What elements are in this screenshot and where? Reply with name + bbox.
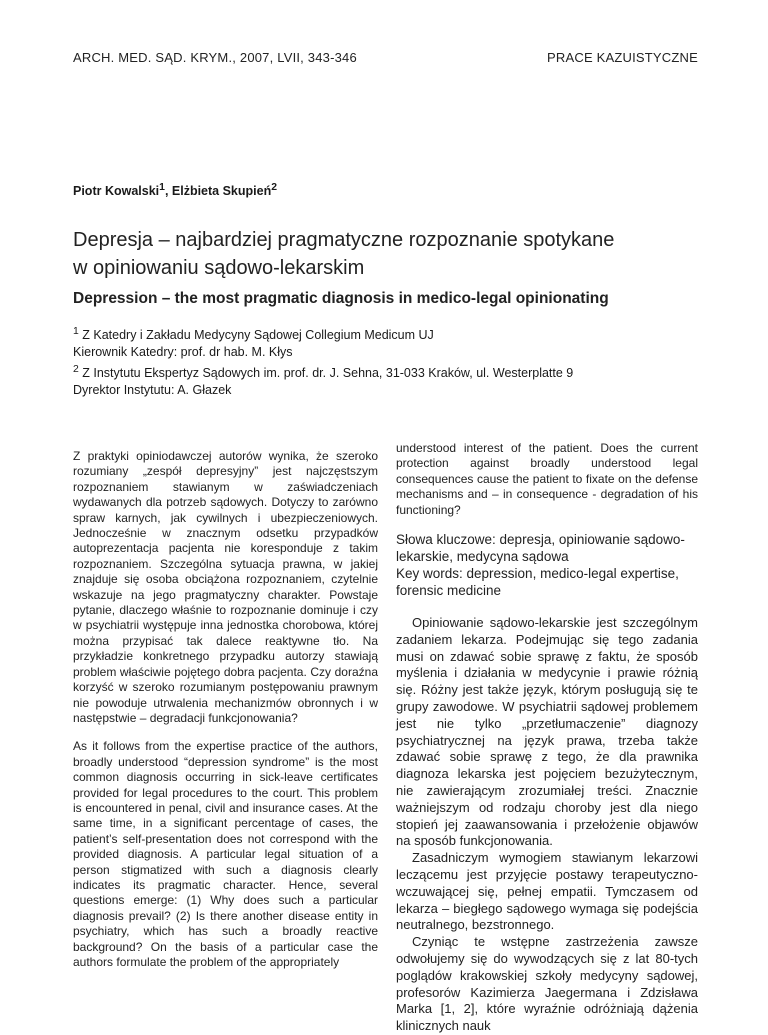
title-polish-line: Depresja – najbardziej pragmatyczne rozpoznanie spotykane [73,229,615,251]
author-affiliation-mark: 2 [271,182,278,193]
keywords [396,531,698,599]
title-polish [73,226,713,282]
abstract-polish: Z praktyki opiniodawczej autorów wynika, że szeroko rozumiany „zespół depresyjny” jest najczęstszym rozpoznaniem stawianym w zaświadczeniach wydawanych dla potrzeb sądowych. Dotyczy to zarówno spraw karnych, jak cywilnych i ubezpieczeniowych. Jednocześnie w znacznym odsetku przypadków autoprezentacja pacjenta nie koresponduje z takim rozpoznaniem. Szczególna sytuacja prawna, w jakiej znajduje się osoba obciążona rozpoznaniem, czytelnie wskazuje na jego pragmatyczny charakter. Powstaje pytanie, dlaczego właśnie to rozpoznanie dominuje i czy w psychiatrii występuje inna jednostka chorobowa, której można przypisać tak dalece reaktywne tło. Na przykładzie konkretnego przypadku autorzy stawiają problem właściwie pojętego dobra pacjenta. Czy doraźna korzyść w szeroko rozumianym postępowaniu prawnym nie powoduje utrwalenia mechanizmów obronnych i w następstwie – degradacji funkcjonowania? [73,449,378,725]
author-separator: , [164,184,172,199]
author-affiliation-mark: 1 [159,182,165,193]
title-polish-line: w opiniowaniu sądowo-lekarskim [73,257,365,279]
abstract-english-continued: understood interest of the patient. Does the current protection against broadly understood legal consequences cause the patient to fixate on the defense mechanisms and – in consequence - degradation of his functioning? [396,441,698,517]
authors-line [73,182,277,198]
body-paragraph: Zasadniczym wymogiem stawianym lekarzowi leczącemu jest przyjęcie postawy terapeutyczno-wczuwającej się, pełnej empatii. Tymczasem od lekarza – biegłego sądowego wymaga się podejścia neutralnego, bezstronnego. [396,850,698,933]
right-column [396,441,698,1035]
affiliations [73,323,713,399]
abstract-english: As it follows from the expertise practice of the authors, broadly understood “depression syndrome” is the most common diagnosis occurring in sick-leave certificates provided for legal procedures to the court. This problem is encountered in penal, civil and insurance cases. At the same time, in a significant percentage of cases, the patient’s self-presentation does not correspond with the provided diagnosis. A particular legal situation of a person stigmatized with such a diagnosis clearly indicates its pragmatic character. Hence, several questions emerge: (1) Why does such a particular diagnosis prevail? (2) Is there another disease entity in psychiatry, which has such a broadly reactive background? On the basis of a particular case the authors formulate the problem of the appropriately [73,739,378,969]
keywords-english: Key words: depression, medico-legal expertise, forensic medicine [396,566,679,599]
journal-citation: ARCH. MED. SĄD. KRYM., 2007, LVII, 343-346 [73,50,357,65]
affiliation-line: $^2$ Z Instytutu Ekspertyz Sądowych im. prof. dr. J. Sehna, 31-033 Kraków, ul. Westerplatte 9 [73,364,574,381]
body-paragraph: Opiniowanie sądowo-lekarskie jest szczególnym zadaniem lekarza. Podejmując się tego zadania musi on zdawać sobie sprawę z faktu, że sposób myślenia i działania w medycynie i prawie różnią się. Różny jest także język, którym posługują się te grupy zawodowe. W psychiatrii sądowej problemem jest nie tylko „przetłumaczenie” diagnozy psychiatrycznej na język prawa, trzeba także zdawać sobie sprawę z tego, że dla prawnika diagnoza lekarska jest pojęciem bezużytecznym, nie zawierającym zrozumiałej treści. Znacznie ważniejszym od rodzaju choroby jest dla niego stopień jej zaawansowania i przełożenie objawów na sposób funkcjonowania. [396,615,698,849]
keywords-polish: Słowa kluczowe: depresja, opiniowanie sądowo-lekarskie, medycyna sądowa [396,532,685,565]
author-name: Piotr Kowalski [73,184,160,199]
affiliation-line: Dyrektor Instytutu: A. Głazek [73,383,232,398]
body-text [396,615,698,1035]
body-paragraph: Czyniąc te wstępne zastrzeżenia zawsze odwołujemy się do wywodzących się z lat 80-tych poglądów krakowskiej szkoły medycyny sądowej, profesorów Kazimierza Jaegermana i Zdzisława Marka [1, 2], które wyraźnie odróżniają dążenia klinicznych nauk [396,934,698,1034]
author-name: Elżbieta Skupień [171,184,272,199]
affiliation-line: Kierownik Katedry: prof. dr hab. M. Kłys [73,345,293,360]
section-label: PRACE KAZUISTYCZNE [547,50,698,65]
affiliation-line: $^1$ Z Katedry i Zakładu Medycyny Sądowej Collegium Medicum UJ [73,326,434,343]
title-english: Depression – the most pragmatic diagnosis in medico-legal opinionating [73,290,609,307]
left-column [73,449,378,970]
